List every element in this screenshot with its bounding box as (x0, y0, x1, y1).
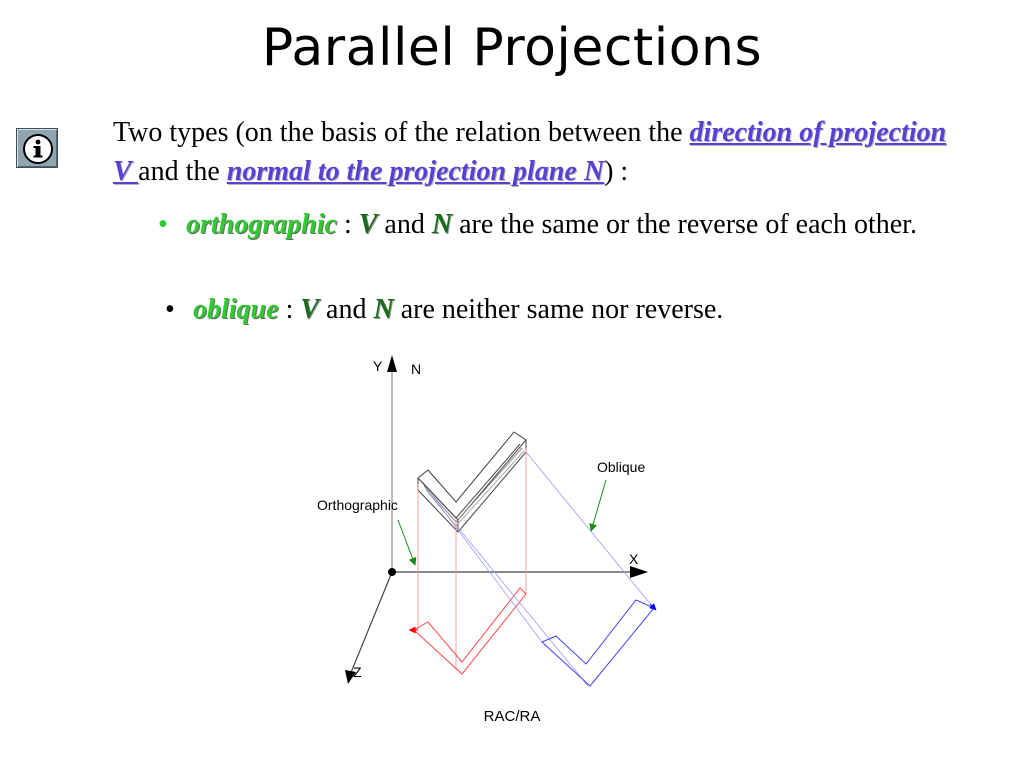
oblique-projection-shape (542, 600, 654, 686)
info-button[interactable] (16, 128, 58, 168)
slide-title: Parallel Projections (261, 18, 763, 78)
direction-of-projection-link[interactable]: direction of projection V (113, 117, 947, 187)
y-axis-label: Y (373, 358, 383, 374)
orthographic-pointer (398, 520, 414, 562)
intro-text-1: Two types (on the basis of the relation between the (113, 117, 690, 148)
bullet-oblique (165, 290, 955, 330)
and-text: and (377, 209, 432, 240)
oblique-label: Oblique (597, 459, 646, 475)
intro-text-3: ) : (604, 156, 629, 187)
bullet-marker: • (165, 294, 175, 325)
z-axis (350, 572, 392, 675)
oblique-term: oblique (193, 294, 279, 325)
separator: : (336, 209, 359, 240)
x-axis-label: X (629, 551, 639, 567)
normal-to-plane-link[interactable]: normal to the projection plane N (226, 156, 605, 187)
caption-credit: RAC/RA (483, 708, 541, 725)
n-symbol: N (373, 294, 394, 325)
oblique-pointer (592, 480, 606, 528)
bullet-marker: • (158, 209, 168, 240)
projection-diagram (300, 345, 680, 695)
info-icon (20, 131, 56, 167)
separator: : (278, 294, 301, 325)
bullet-rest: are neither same nor reverse. (393, 294, 724, 325)
origin-point (388, 568, 396, 576)
intro-text-2: and the (138, 156, 220, 187)
n-axis-label: N (411, 361, 422, 377)
z-axis-label: Z (353, 664, 362, 680)
n-symbol: N (431, 209, 453, 240)
x-axis-arrow (630, 566, 648, 578)
and-text: and (319, 294, 374, 325)
orthographic-projection-shape (414, 588, 526, 674)
orthographic-label: Orthographic (317, 497, 398, 513)
bullet-orthographic (158, 205, 948, 245)
v-symbol: V (300, 294, 320, 325)
bullet-rest: are the same or the reverse of each other. (452, 209, 917, 240)
v-symbol: V (358, 209, 378, 240)
intro-paragraph (113, 113, 953, 191)
y-axis-arrow (387, 355, 397, 372)
checkmark-object (418, 432, 526, 532)
orthographic-term: orthographic (186, 209, 337, 240)
